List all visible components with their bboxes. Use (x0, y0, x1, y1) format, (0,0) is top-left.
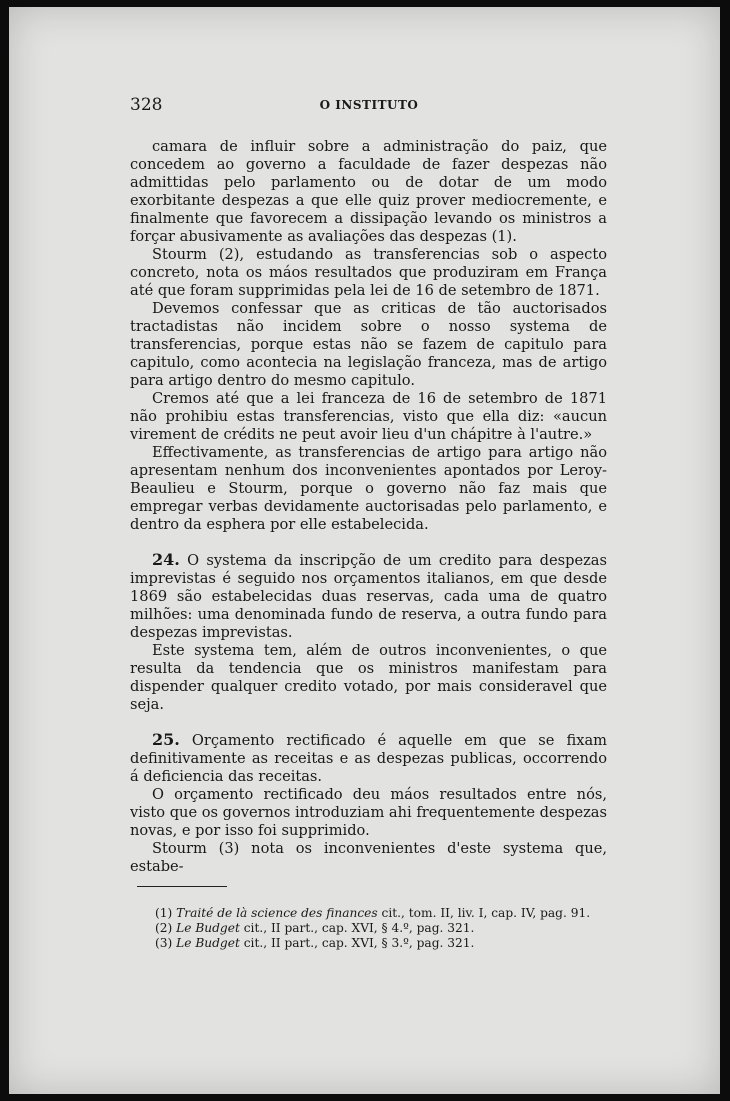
page-header (130, 95, 608, 117)
footnote-title: Traité de là science des finances (176, 906, 378, 920)
paragraph (130, 786, 607, 840)
page-number: 328 (130, 95, 163, 115)
footnote (155, 936, 605, 951)
numbered-paragraph-25 (130, 731, 607, 786)
paragraph-text: Este systema tem, além de outros inconvenientes, o que resulta da tendencia que os ministros manifestam para dispender qualquer credito votado, por mais consideravel que seja. (130, 642, 607, 713)
paragraph-number: 25. (152, 730, 180, 749)
body-text (130, 138, 607, 876)
paragraph-text: O systema da inscripção de um credito para despezas imprevistas é seguido nos orçamentos italianos, em que desde 1869 são estabelecidas duas reservas, cada uma de quatro milhões: uma denominada fundo de reserva, a outra fundo para despezas imprevistas. (130, 552, 607, 641)
paragraph (130, 642, 607, 714)
footnote (155, 921, 605, 936)
footnote-mark: (1) (155, 906, 173, 920)
paragraph (130, 840, 607, 876)
footnote-citation: cit., tom. II, liv. I, cap. IV, pag. 91. (377, 906, 591, 920)
paragraph (130, 390, 607, 444)
running-title: O INSTITUTO (319, 98, 419, 112)
paragraph-text: camara de influir sobre a administração do paiz, que concedem ao governo a faculdade de fazer despezas não admittidas pelo parlamento ou de dotar de um modo exorbitante despezas a que elle quiz prover mediocremente, e finalmente que favorecem a dissipação levando os ministros a forçar abusivamente as avaliações das despezas (1). (130, 138, 607, 245)
footnote-mark: (2) (155, 921, 173, 935)
paragraph-text: Cremos até que a lei franceza de 16 de setembro de 1871 não prohibiu estas transferencias, visto que ella diz: «aucun virement de crédits ne peut avoir lieu d'un chápitre à l'autre.» (130, 390, 607, 443)
footnote (155, 906, 605, 921)
paragraph-text: Stourm (3) nota os inconvenientes d'este systema que, estabe- (130, 840, 607, 875)
footnote-citation: cit., II part., cap. XVI, § 4.º, pag. 321. (239, 921, 475, 935)
footnote-title: Le Budget (176, 936, 240, 950)
scanned-page (9, 7, 720, 1094)
footnote-mark: (3) (155, 936, 173, 950)
footnote-divider (137, 886, 227, 887)
paragraph-text: Stourm (2), estudando as transferencias sob o aspecto concreto, nota os máos resultados que produziram em França até que foram supprimidas pela lei de 16 de setembro de 1871. (130, 246, 607, 299)
footnote-title: Le Budget (176, 921, 240, 935)
footnotes (155, 906, 605, 951)
paragraph-text: O orçamento rectificado deu máos resultados entre nós, visto que os governos introduziam ahi frequentemente despezas novas, e por isso foi supprimido. (130, 786, 607, 839)
paragraph (130, 246, 607, 300)
paragraph (130, 138, 607, 246)
footnote-citation: cit., II part., cap. XVI, § 3.º, pag. 321. (239, 936, 475, 950)
paragraph (130, 444, 607, 534)
paragraph (130, 300, 607, 390)
paragraph-number: 24. (152, 550, 180, 569)
paragraph-text: Effectivamente, as transferencias de artigo para artigo não apresentam nenhum dos inconvenientes apontados por Leroy-Beaulieu e Stourm, porque o governo não faz mais que empregar verbas devidamente auctorisadas pelo parlamento, e dentro da esphera por elle estabelecida. (130, 444, 607, 533)
numbered-paragraph-24 (130, 551, 607, 642)
paragraph-text: Devemos confessar que as criticas de tão auctorisados tractadistas não incidem sobre o nosso systema de transferencias, porque estas não se fazem de capitulo para capitulo, como acontecia na legislação franceza, mas de artigo para artigo dentro do mesmo capitulo. (130, 300, 607, 389)
paragraph-text: Orçamento rectificado é aquelle em que se fixam definitivamente as receitas e as despezas publicas, occorrendo á deficiencia das receitas. (130, 732, 607, 785)
